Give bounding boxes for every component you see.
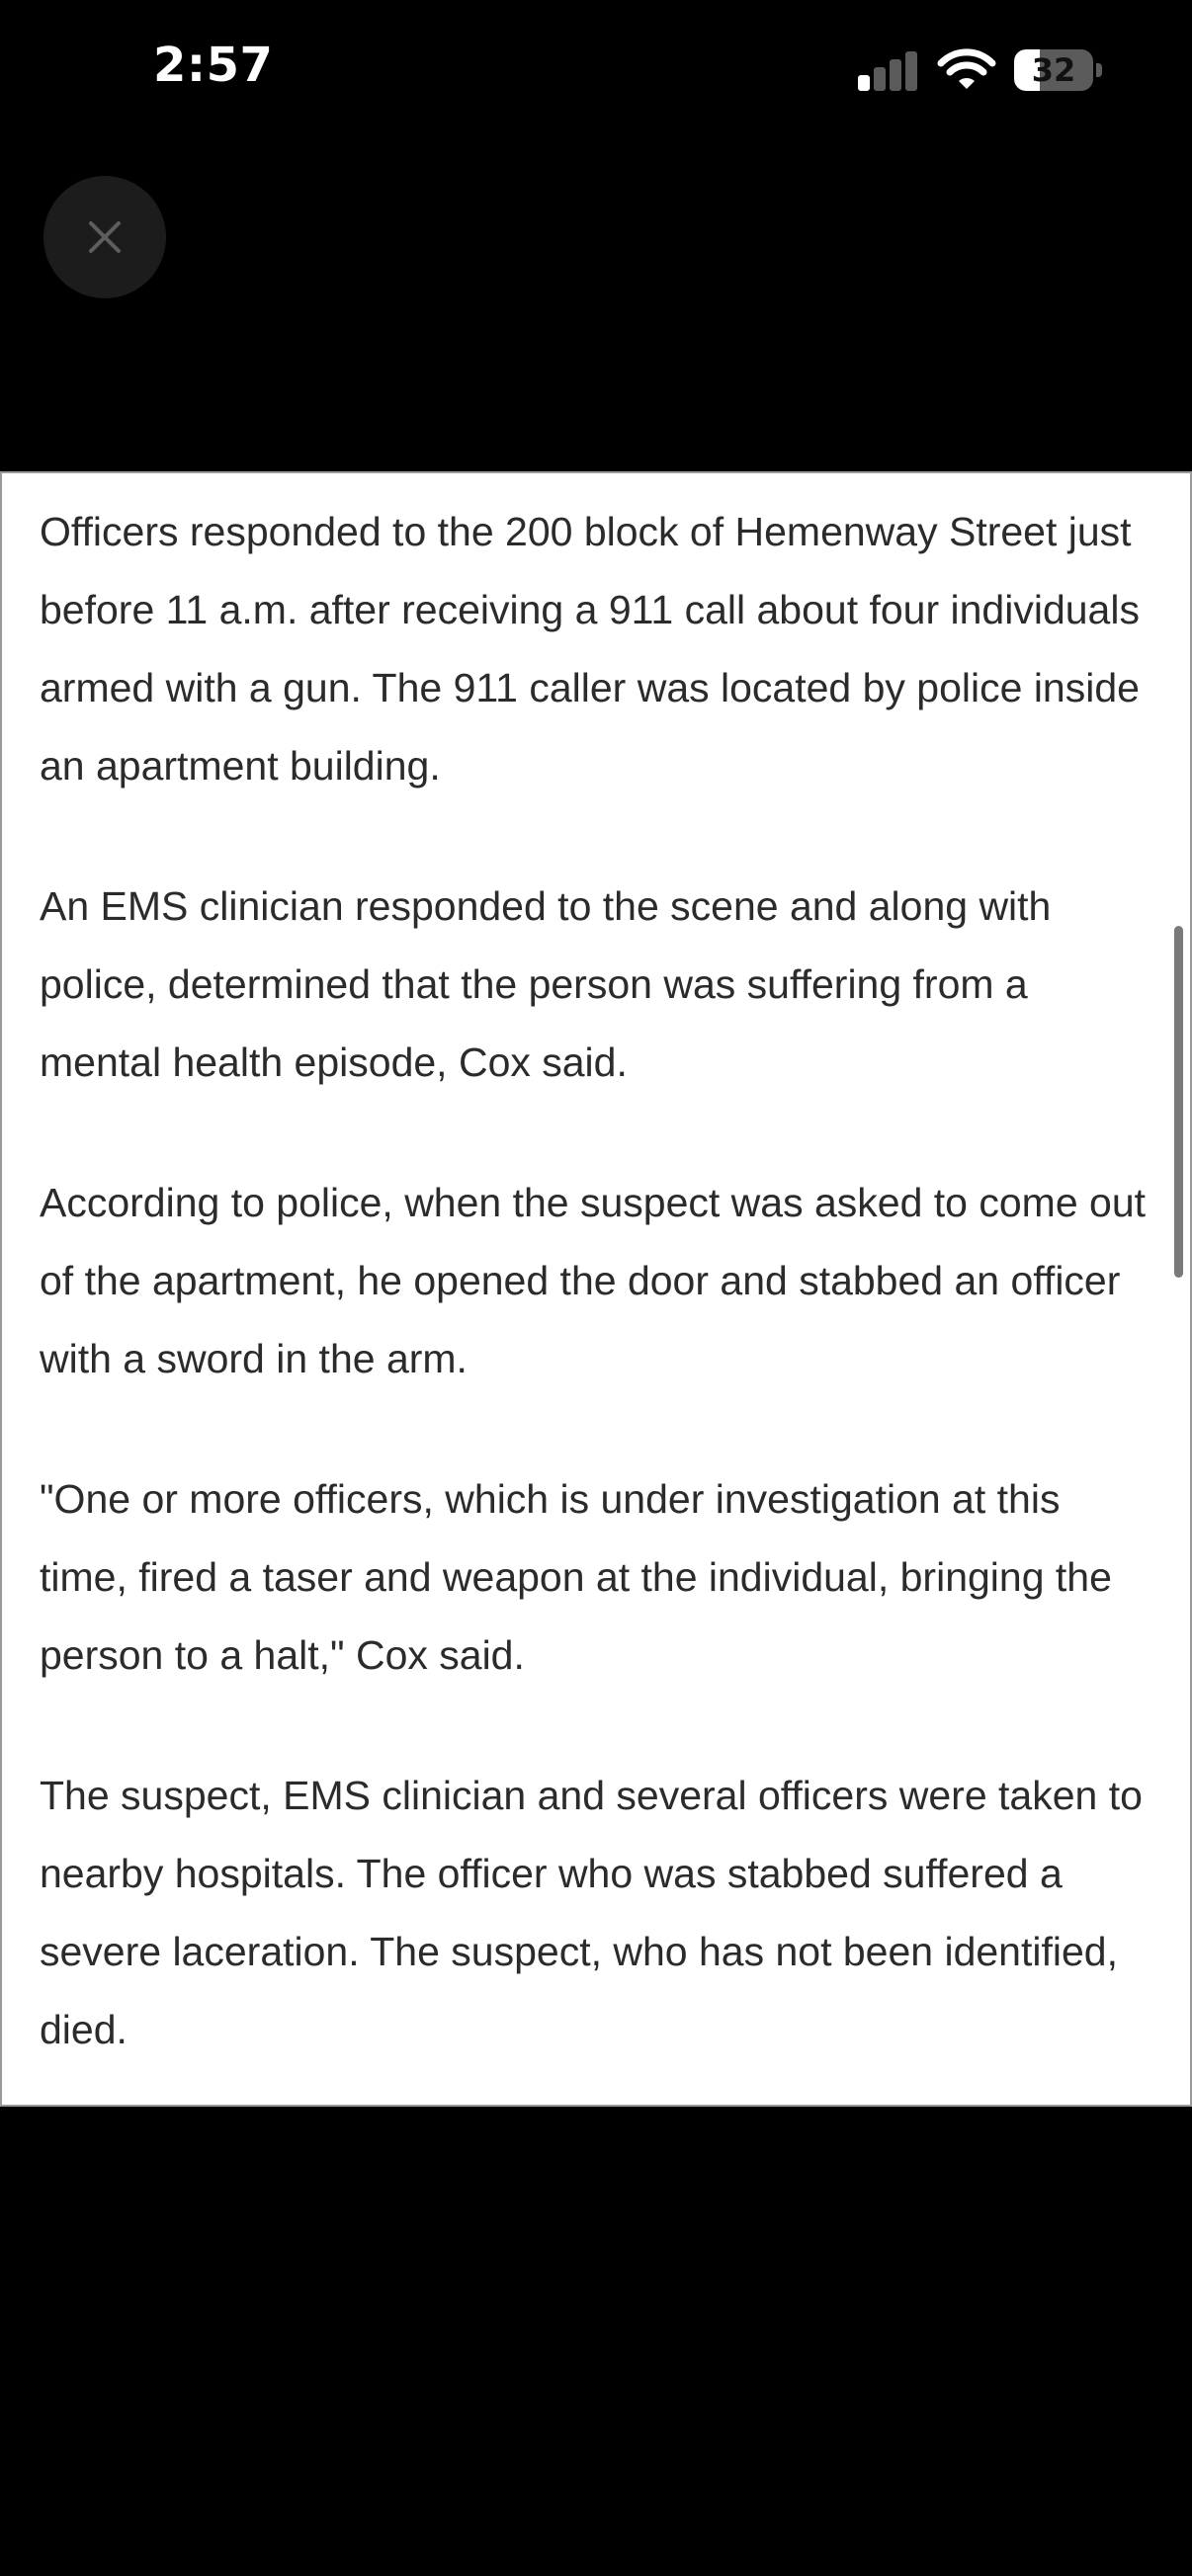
article-paragraph: "One or more officers, which is under investigation at this time, fired a taser and weapon at the individual, bringing the person to a halt," Cox said. bbox=[40, 1476, 1112, 1678]
close-icon bbox=[87, 219, 123, 255]
battery-body bbox=[1014, 49, 1093, 91]
battery-icon bbox=[1014, 49, 1103, 91]
cellular-signal-icon bbox=[858, 49, 919, 91]
status-time: 2:57 bbox=[153, 38, 274, 93]
article-paragraph: According to police, when the suspect was asked to come out of the apartment, he opened the door and stabbed an officer with a sword in the arm. bbox=[40, 1180, 1147, 1381]
article-paragraph: Officers responded to the 200 block of Hemenway Street just before 11 a.m. after receiving a 911 call about four individuals armed with a gun. The 911 caller was located by police inside an apartment building. bbox=[40, 509, 1140, 789]
article-body bbox=[40, 493, 1156, 2131]
scrollbar-thumb[interactable] bbox=[1174, 926, 1183, 1278]
battery-tip bbox=[1096, 63, 1102, 77]
battery-level: 32 bbox=[1031, 51, 1076, 89]
status-bar bbox=[0, 0, 1192, 138]
article-paragraph: The suspect, EMS clinician and several officers were taken to nearby hospitals. The officer who was stabbed suffered a severe laceration. The suspect, who has not been identified, died. bbox=[40, 1773, 1143, 2052]
article-card[interactable] bbox=[0, 471, 1192, 2107]
wifi-icon bbox=[937, 47, 996, 91]
close-button[interactable] bbox=[43, 176, 166, 298]
article-paragraph: An EMS clinician responded to the scene and along with police, determined that the person was suffering from a mental health episode, Cox said. bbox=[40, 883, 1052, 1085]
